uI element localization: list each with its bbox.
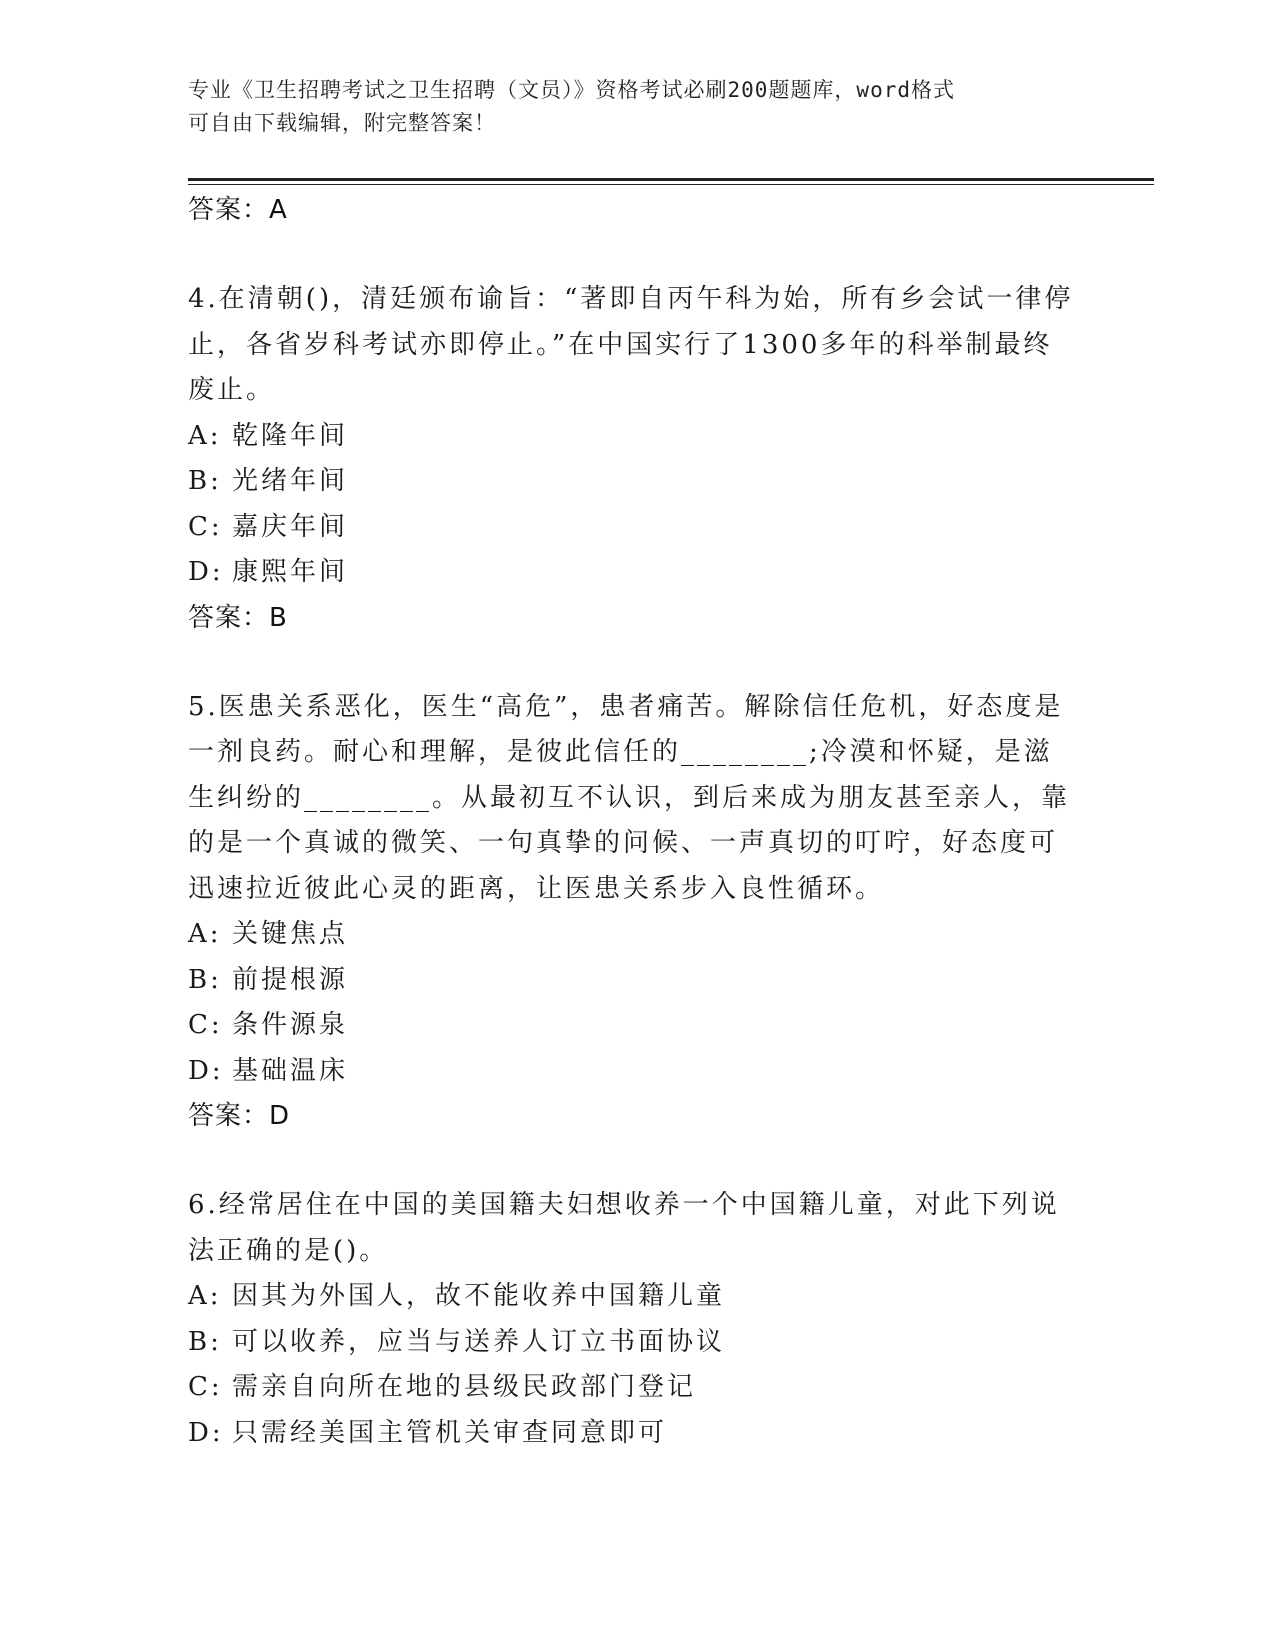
header-divider-thick [188, 178, 1154, 181]
option-text: 基础温床 [232, 1055, 349, 1086]
option-c [188, 1365, 1078, 1411]
option-a [188, 1274, 1078, 1320]
option-text: 光绪年间 [232, 466, 349, 496]
question-stem: 5.医患关系恶化，医生“高危”，患者痛苦。解除信任危机，好态度是一剂良药。耐心和理解，是彼此信任的________;冷漠和怀疑，是滋生纠纷的________。从最初互不认识，到后来成为朋友甚至亲人，靠的是一个真诚的微笑、一句真挚的问候、一声真切的叮咛，好态度可迅速拉近彼此心灵的距离，让医患关系步入良性循环。 [188, 691, 1071, 904]
question-block-6 [188, 1183, 1078, 1456]
block-spacer [188, 641, 1078, 685]
option-text: 只需经美国主管机关审查同意即可 [232, 1417, 668, 1448]
option-letter: B: [188, 964, 222, 995]
option-letter: D: [188, 1055, 224, 1086]
option-a [188, 912, 1078, 958]
header-title-line-2: 可自由下载编辑，附完整答案！ [188, 111, 496, 135]
option-text: 前提根源 [232, 964, 349, 995]
option-letter: C: [188, 511, 223, 542]
header-title-line-1: 专业《卫生招聘考试之卫生招聘（文员）》资格考试必刷200题题库，word格式 [188, 78, 955, 102]
option-text: 乾隆年间 [232, 420, 349, 451]
option-letter: C: [188, 1010, 223, 1040]
option-text: 条件源泉 [232, 1010, 349, 1040]
option-letter: D: [188, 557, 224, 587]
question-stem: 4.在清朝()，清廷颁布谕旨：“著即自丙午科为始，所有乡会试一律停止，各省岁科考试亦即停止。”在中国实行了1300多年的科举制最终废止。 [188, 284, 1074, 405]
option-a [188, 414, 1078, 460]
option-b [188, 1320, 1078, 1366]
block-spacer [188, 1139, 1078, 1183]
option-letter: B: [188, 466, 222, 496]
option-letter: D: [188, 1417, 224, 1448]
page-header [188, 74, 1088, 140]
answer-line-q5: 答案：D [188, 1101, 291, 1131]
option-c [188, 505, 1078, 551]
option-text: 关键焦点 [232, 919, 349, 949]
option-d [188, 1049, 1078, 1095]
question-block-4 [188, 277, 1078, 641]
option-text: 嘉庆年间 [232, 511, 349, 542]
option-d [188, 550, 1078, 596]
document-body [188, 188, 1078, 1456]
option-letter: C: [188, 1372, 223, 1402]
option-letter: A: [188, 1281, 222, 1311]
option-letter: A: [188, 919, 222, 949]
answer-line-q4: 答案：B [188, 602, 288, 633]
option-b [188, 958, 1078, 1004]
option-text: 因其为外国人，故不能收养中国籍儿童 [232, 1281, 726, 1311]
question-block-5 [188, 685, 1078, 1140]
header-divider-thin [188, 184, 1154, 185]
question-stem: 6.经常居住在中国的美国籍夫妇想收养一个中国籍儿童，对此下列说法正确的是()。 [188, 1190, 1060, 1266]
option-text: 需亲自向所在地的县级民政部门登记 [232, 1372, 697, 1402]
option-letter: B: [188, 1326, 222, 1357]
block-spacer [188, 233, 1078, 277]
option-letter: A: [188, 420, 222, 451]
option-d [188, 1411, 1078, 1457]
answer-line-q3: 答案：A [188, 195, 288, 225]
option-c [188, 1003, 1078, 1049]
option-text: 康熙年间 [232, 557, 349, 587]
option-b [188, 459, 1078, 505]
option-text: 可以收养，应当与送养人订立书面协议 [232, 1326, 726, 1357]
